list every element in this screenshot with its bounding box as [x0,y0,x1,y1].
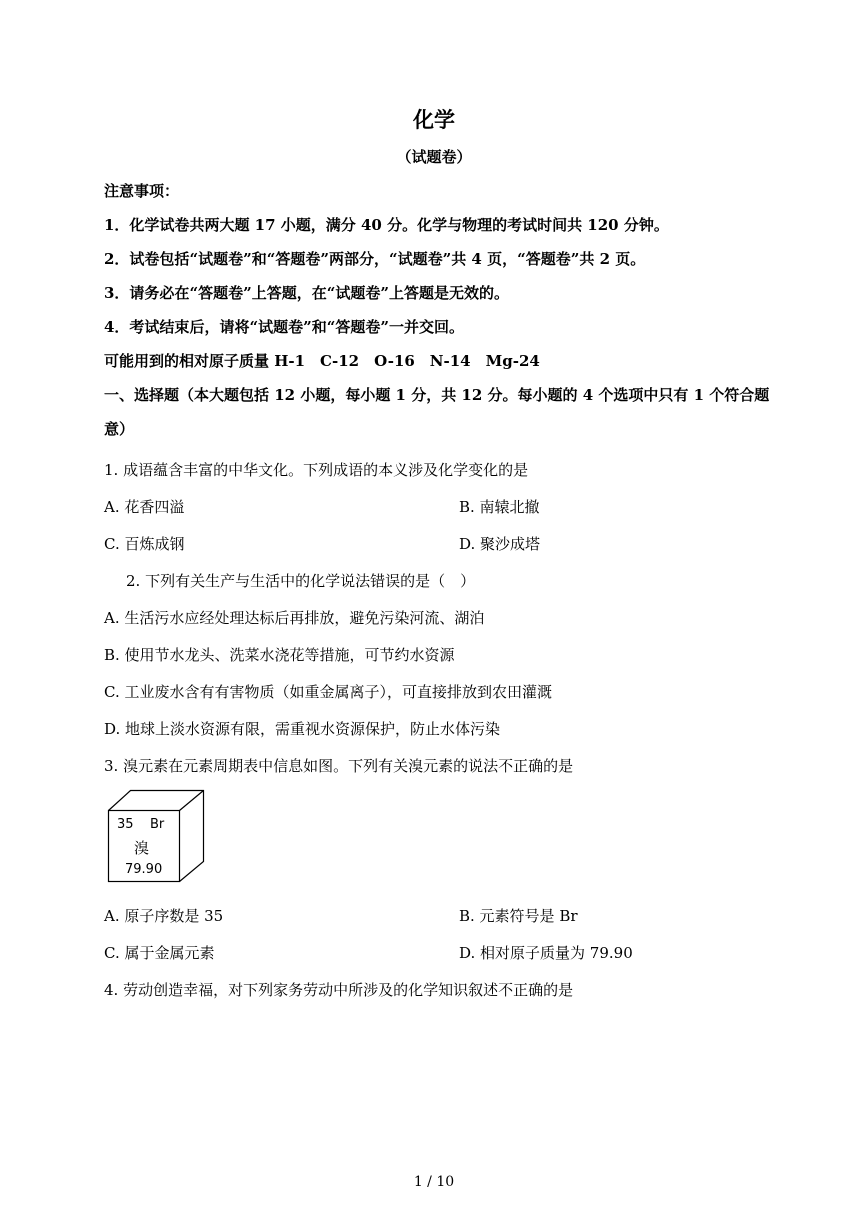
atomic-mass-line: 可能用到的相对原子质量 H-1 C-12 O-16 N-14 Mg-24 [104,352,540,370]
question-stem: 3. 溴元素在元素周期表中信息如图。下列有关溴元素的说法不正确的是 [104,757,574,775]
option-b: B. 元素符号是 Br [459,907,578,925]
element-symbol: Br [150,817,165,832]
option-c: C. 工业废水含有有害物质（如重金属离子），可直接排放到农田灌溉 [104,683,552,701]
notice-heading: 注意事项： [104,182,180,200]
option-d: D. 地球上淡水资源有限，需重视水资源保护，防止水体污染 [104,720,501,738]
option-b: B. 南辕北撤 [459,498,540,516]
option-d: D. 相对原子质量为 79.90 [459,944,633,962]
element-name: 溴 [134,839,150,857]
notice-item: 2．试卷包括“试题卷”和“答题卷”两部分，“试题卷”共 4 页，“答题卷”共 2 页。 [104,250,646,268]
option-d: D. 聚沙成塔 [459,535,541,553]
option-b: B. 使用节水龙头、洗菜水浇花等措施，可节约水资源 [104,646,455,664]
question-stem: 4. 劳动创造幸福，对下列家务劳动中所涉及的化学知识叙述不正确的是 [104,981,574,999]
option-c: C. 百炼成钢 [104,535,185,553]
atomic-mass: 79.90 [125,862,163,877]
option-a: A. 花香四溢 [104,498,185,516]
question-stem: 2. 下列有关生产与生活中的化学说法错误的是（ ） [126,572,476,590]
page-subtitle: （试题卷） [396,148,472,166]
page-number: 1 / 10 [413,1174,455,1190]
notice-item: 3．请务必在“答题卷”上答题，在“试题卷”上答题是无效的。 [104,284,509,302]
question-stem: 1. 成语蕴含丰富的中华文化。下列成语的本义涉及化学变化的是 [104,461,529,479]
page-title: 化学 [413,107,455,132]
notice-item: 1．化学试卷共两大题 17 小题，满分 40 分。化学与物理的考试时间共 120 分钟。 [104,216,669,234]
periodic-element-card [106,788,206,884]
option-a: A. 原子序数是 35 [104,907,224,925]
option-a: A. 生活污水应经处理达标后再排放，避免污染河流、湖泊 [104,609,485,627]
atomic-number: 35 [117,817,134,832]
option-c: C. 属于金属元素 [104,944,215,962]
notice-item: 4．考试结束后，请将“试题卷”和“答题卷”一并交回。 [104,318,464,336]
section-heading: 一、选择题（本大题包括 12 小题，每小题 1 分，共 12 分。每小题的 4 个选项中只有 1 个符合题意） [104,386,770,438]
